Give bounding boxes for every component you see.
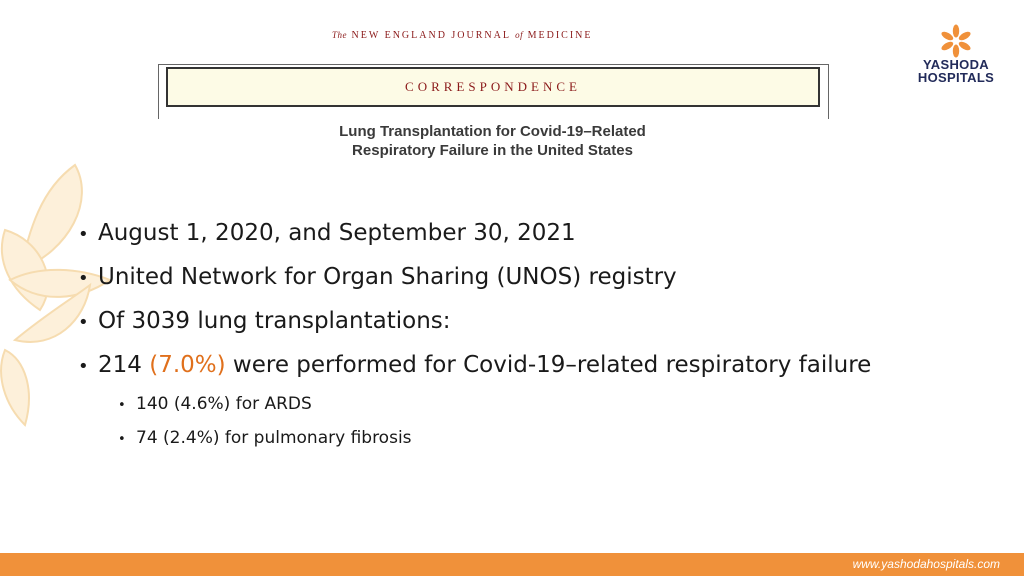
list-item [78, 256, 978, 300]
bullet-list [78, 212, 978, 456]
footer-bar [0, 553, 1024, 576]
article-title-line1: Lung Transplantation for Covid-19–Related [339, 123, 646, 140]
bullet-text-dates: August 1, 2020, and September 30, 2021 [98, 220, 576, 246]
bullet-text-covid [98, 344, 871, 386]
sub-bullet-ards: 140 (4.6%) for ARDS [136, 394, 312, 414]
flower-logo-icon [938, 24, 974, 58]
list-item [78, 388, 978, 422]
bullet-icon: • [78, 224, 89, 245]
bullet-icon: • [78, 312, 89, 333]
list-item [78, 212, 978, 256]
footer-url[interactable]: www.yashodahospitals.com [852, 557, 1000, 571]
journal-header [332, 30, 692, 41]
bullet-text-registry: United Network for Organ Sharing (UNOS) registry [98, 264, 677, 290]
logo-text-line1: YASHODA [923, 57, 989, 72]
journal-name-part1: NEW ENGLAND JOURNAL [351, 30, 511, 41]
covid-description: were performed for Covid-19–related respiratory failure [225, 352, 872, 378]
correspondence-box [166, 67, 820, 107]
logo-text-line2: HOSPITALS [917, 70, 995, 85]
list-item [78, 344, 978, 388]
article-title-line2: Respiratory Failure in the United States [352, 142, 633, 159]
bullet-icon: • [78, 356, 89, 377]
covid-count: 214 [98, 352, 150, 378]
covid-percent-highlight: (7.0%) [149, 352, 226, 378]
journal-the: The [332, 30, 347, 40]
section-label: CORRESPONDENCE [405, 79, 581, 94]
bullet-icon: • [118, 398, 126, 413]
article-title [240, 122, 745, 160]
list-item [78, 422, 978, 456]
bullet-text-total: Of 3039 lung transplantations: [98, 308, 451, 334]
journal-of: of [515, 30, 524, 40]
journal-name-part2: MEDICINE [527, 30, 593, 41]
hospital-logo [906, 24, 1006, 84]
list-item [78, 300, 978, 344]
bullet-icon: • [78, 268, 89, 289]
sub-bullet-fibrosis: 74 (2.4%) for pulmonary fibrosis [136, 428, 412, 448]
bullet-icon: • [118, 432, 126, 447]
